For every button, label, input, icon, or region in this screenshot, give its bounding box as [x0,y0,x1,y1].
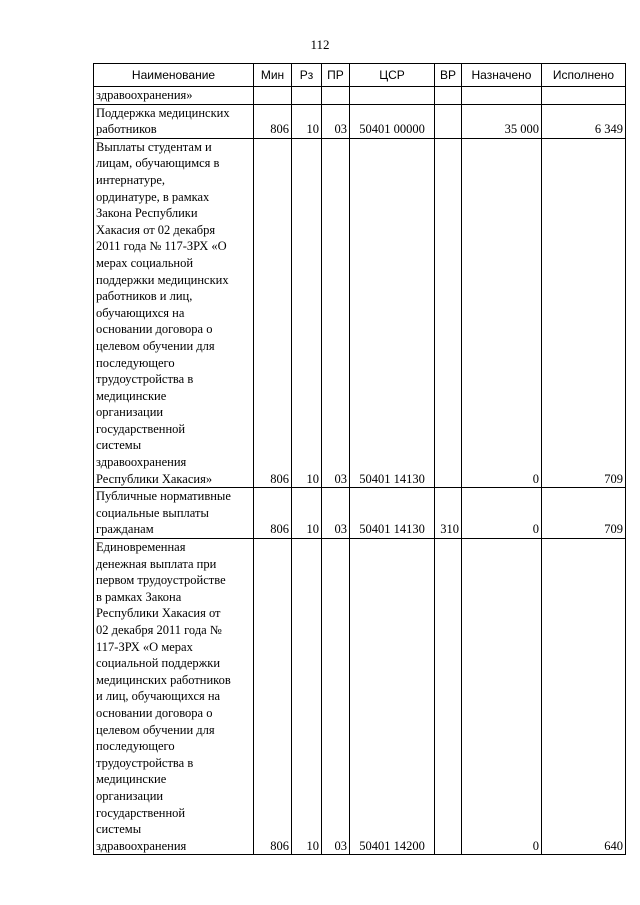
name-line: последующего [96,739,175,754]
name-line: социальной поддержки [96,656,221,671]
name-line: работников и лиц, [96,289,193,304]
cell-min: 806 [254,488,292,539]
header-pr: ПР [322,64,350,87]
name-line: Республики Хакасия от [96,606,221,621]
cell-executed: 709 [542,138,626,487]
cell-executed: 709 [542,488,626,539]
cell-assigned: 0 [462,488,542,539]
cell-pr: 03 [322,104,350,138]
name-line: основании договора о [96,322,213,337]
header-csr: ЦСР [350,64,435,87]
name-line: Поддержка медицинских [96,105,230,120]
name-line: гражданам [96,522,154,537]
name-line: основании договора о [96,705,213,720]
cell-assigned: 35 000 [462,104,542,138]
page-number: 112 [310,37,330,52]
name-line: здравоохранения [96,455,187,470]
name-line: работников [96,122,157,137]
name-line: социальные выплаты [96,505,209,520]
table-row [94,87,626,105]
name-line: Закона Республики [96,206,198,221]
name-line: государственной [96,421,186,436]
table-header-row [94,64,626,87]
name-line: 2011 года № 117-ЗРХ «О [96,239,227,254]
cell-pr [322,87,350,105]
header-executed: Исполнено [542,64,626,87]
name-line: Республики Хакасия» [96,471,213,486]
cell-name [94,104,254,138]
name-line: интернатуре, [96,172,166,187]
table-body [94,87,626,855]
cell-vr: 310 [435,488,462,539]
cell-assigned: 0 [462,138,542,487]
name-line: и лиц, обучающихся на [96,689,221,704]
cell-rz: 10 [292,104,322,138]
cell-rz: 10 [292,539,322,855]
name-line: лицам, обучающимся в [96,156,220,171]
name-line: в рамках Закона [96,589,182,604]
cell-name [94,488,254,539]
name-line: целевом обучении для [96,722,215,737]
budget-table [93,63,626,855]
cell-executed: 640 [542,539,626,855]
name-line: Публичные нормативные [96,489,231,504]
name-line: Единовременная [96,540,186,555]
cell-pr: 03 [322,488,350,539]
header-rz: Рз [292,64,322,87]
table-row [94,138,626,487]
cell-rz: 10 [292,488,322,539]
name-line: организации [96,788,164,803]
cell-min: 806 [254,539,292,855]
cell-csr: 50401 00000 [350,104,435,138]
header-name: Наименование [94,64,254,87]
table-row [94,539,626,855]
cell-assigned [462,87,542,105]
name-line: Хакасия от 02 декабря [96,222,216,237]
cell-csr: 50401 14130 [350,138,435,487]
name-line: последующего [96,355,175,370]
name-line: Выплаты студентам и [96,139,212,154]
cell-name [94,87,254,105]
cell-vr [435,87,462,105]
cell-executed: 6 349 [542,104,626,138]
name-line: системы [96,822,142,837]
cell-pr: 03 [322,138,350,487]
cell-vr [435,539,462,855]
name-line: поддержки медицинских [96,272,229,287]
name-line: мерах социальной [96,255,194,270]
table-row [94,104,626,138]
table-row [94,488,626,539]
name-line: здравоохранения» [96,88,193,102]
name-line: государственной [96,805,186,820]
cell-pr: 03 [322,539,350,855]
name-line: 117-ЗРХ «О мерах [96,639,193,654]
cell-min: 806 [254,104,292,138]
name-line: ординатуре, в рамках [96,189,210,204]
cell-vr [435,104,462,138]
header-vr: ВР [435,64,462,87]
header-min: Мин [254,64,292,87]
cell-vr [435,138,462,487]
cell-assigned: 0 [462,539,542,855]
name-line: организации [96,405,164,420]
cell-name [94,539,254,855]
cell-csr [350,87,435,105]
header-assigned: Назначено [462,64,542,87]
name-line: целевом обучении для [96,338,215,353]
cell-min: 806 [254,138,292,487]
name-line: трудоустройства в [96,755,194,770]
name-line: медицинские [96,772,167,787]
name-line: медицинские [96,388,167,403]
cell-name [94,138,254,487]
name-line: трудоустройства в [96,372,194,387]
cell-rz: 10 [292,138,322,487]
cell-csr: 50401 14130 [350,488,435,539]
name-line: денежная выплата при [96,556,217,571]
name-line: здравоохранения [96,838,187,853]
name-line: 02 декабря 2011 года № [96,623,222,637]
name-line: первом трудоустройстве [96,573,226,588]
cell-csr: 50401 14200 [350,539,435,855]
name-line: системы [96,438,142,453]
name-line: медицинских работников [96,672,231,687]
name-line: обучающихся на [96,305,185,320]
cell-executed [542,87,626,105]
cell-min [254,87,292,105]
cell-rz [292,87,322,105]
